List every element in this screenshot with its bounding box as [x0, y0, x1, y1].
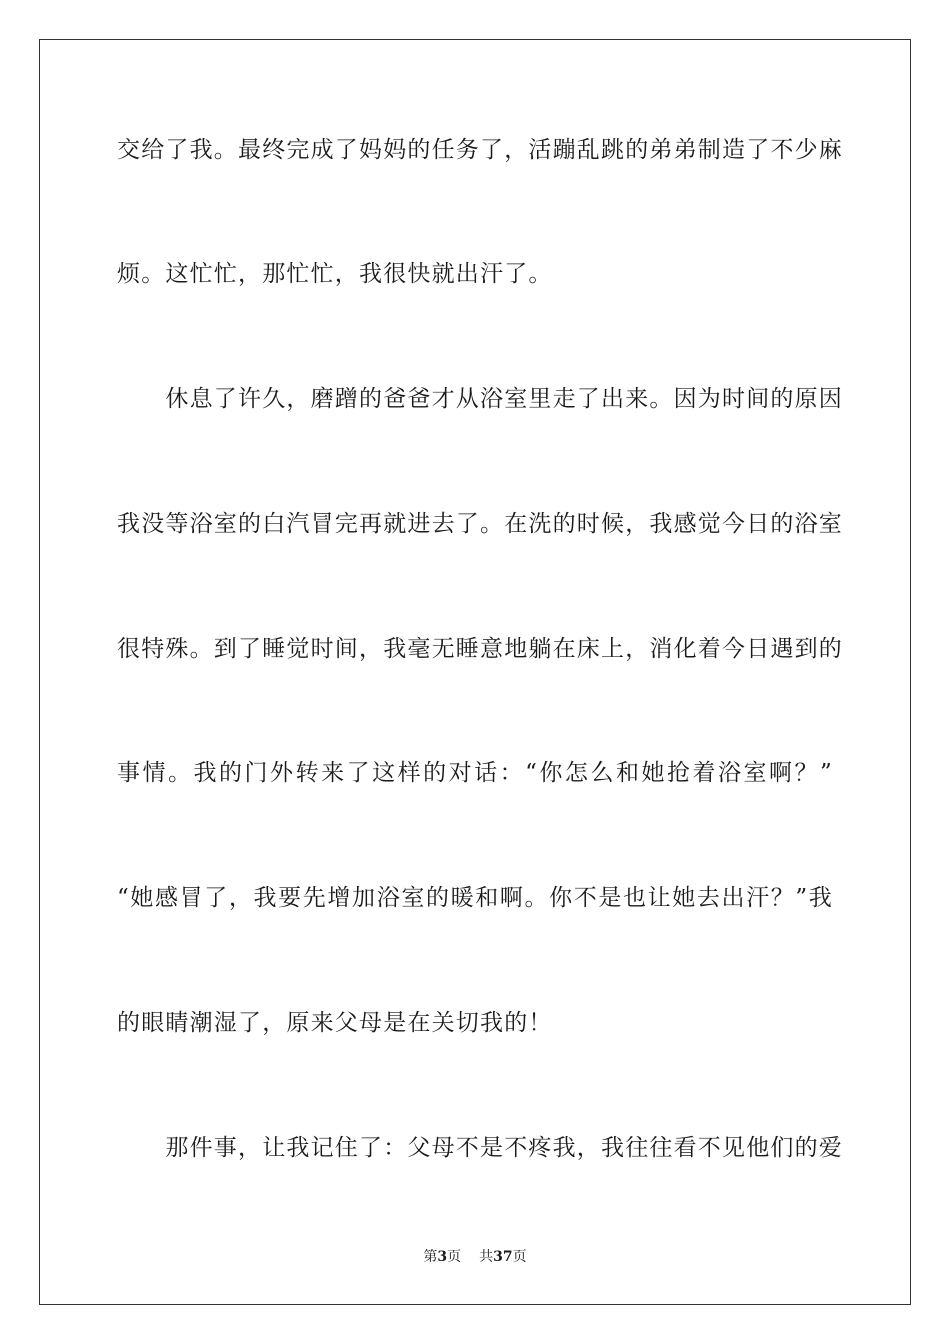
footer-page-number: 3 [437, 1249, 448, 1265]
footer-total-prefix: 共 [479, 1249, 494, 1265]
page-frame [39, 39, 911, 1305]
text-line-2: 烦。这忙忙，那忙忙，我很快就出汗了。 [117, 261, 553, 287]
footer-page-prefix: 第 [423, 1249, 438, 1265]
text-line-6: 事情。我的门外转来了这样的对话：“你怎么和她抢着浴室啊？” [117, 760, 833, 786]
text-line-1: 交给了我。最终完成了妈妈的任务了，活蹦乱跳的弟弟制造了不少麻 [117, 137, 843, 163]
footer-total-pages: 37 [493, 1249, 513, 1265]
text-line-5: 很特殊。到了睡觉时间，我毫无睡意地躺在床上，消化着今日遇到的 [117, 636, 843, 662]
footer-total-suffix: 页 [512, 1249, 527, 1265]
footer-page-suffix: 页 [447, 1249, 462, 1265]
text-line-8: 的眼睛潮湿了，原来父母是在关切我的！ [117, 1010, 553, 1036]
text-line-9: 那件事，让我记住了：父母不是不疼我，我往往看不见他们的爱 [117, 1135, 843, 1161]
text-line-7: “她感冒了，我要先增加浴室的暖和啊。你不是也让她去出汗？”我 [117, 885, 833, 911]
text-line-3: 休息了许久，磨蹭的爸爸才从浴室里走了出来。因为时间的原因 [117, 386, 843, 412]
text-line-4: 我没等浴室的白汽冒完再就进去了。在洗的时候，我感觉今日的浴室 [117, 511, 843, 537]
page-footer [0, 1248, 950, 1266]
